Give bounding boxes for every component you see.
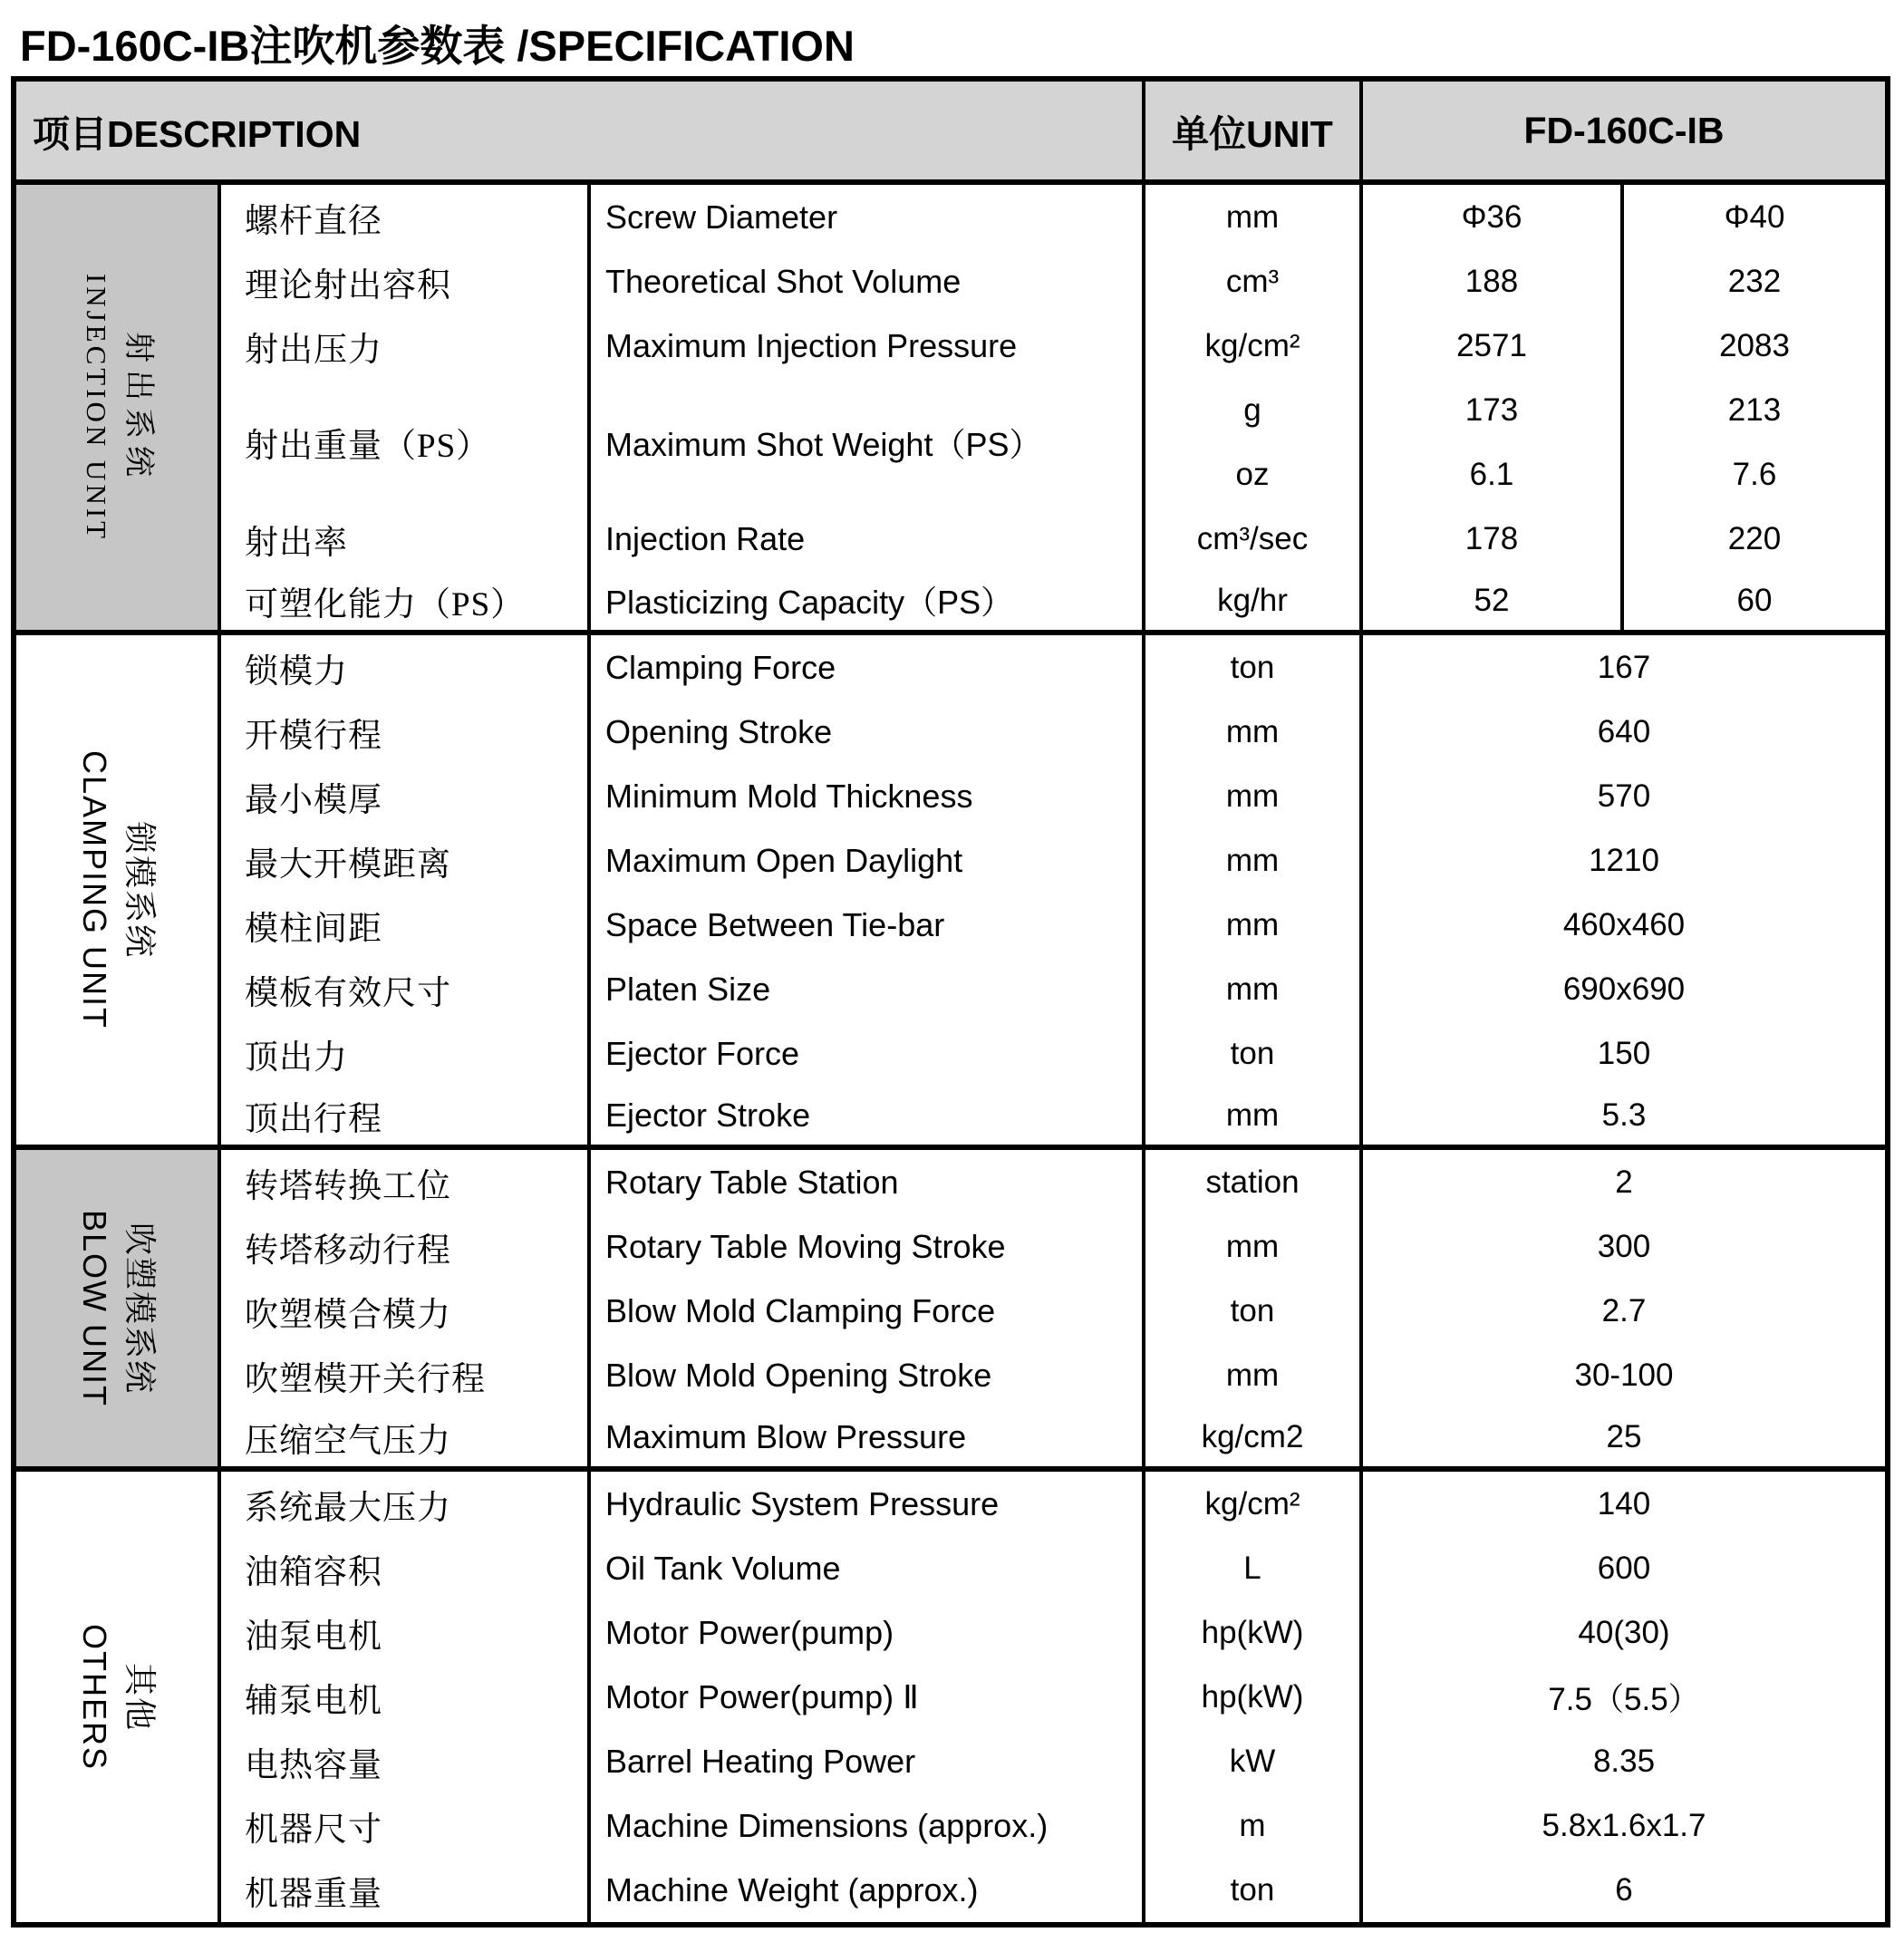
row-label-en: Ejector Force <box>591 1021 1145 1086</box>
row-label-en: Theoretical Shot Volume <box>591 249 1145 314</box>
section-label-injection-text <box>75 273 159 541</box>
row-unit: ton <box>1145 1858 1363 1922</box>
row-value: 300 <box>1597 1228 1651 1264</box>
row-value: 140 <box>1597 1485 1651 1522</box>
row-unit: kg/hr <box>1145 571 1363 635</box>
row-label-cn: 压缩空气压力 <box>221 1407 591 1472</box>
row-label-cn: 可塑化能力（PS） <box>221 571 591 635</box>
row-label-cn: 油箱容积 <box>221 1536 591 1600</box>
row-label-cn: 理论射出容积 <box>221 249 591 314</box>
row-label-en: Maximum Blow Pressure <box>591 1407 1145 1472</box>
row-unit: cm³ <box>1145 249 1363 314</box>
row-value-1: 178 <box>1363 507 1624 571</box>
row-label-cn: 顶出行程 <box>221 1086 591 1150</box>
row-unit: cm³/sec <box>1145 507 1363 571</box>
row-label-en: Machine Weight (approx.) <box>591 1858 1145 1922</box>
row-label-cn: 射出重量（PS） <box>221 378 591 507</box>
row-label-en: Maximum Open Daylight <box>591 828 1145 893</box>
section-label-blow-en: BLOW UNIT <box>75 1209 113 1407</box>
row-label-en: Rotary Table Moving Stroke <box>591 1214 1145 1279</box>
row-value: 2.7 <box>1601 1292 1647 1328</box>
row-value-1: Φ36 <box>1363 185 1624 249</box>
row-label-cn: 吹塑模合模力 <box>221 1279 591 1343</box>
row-label-cn: 模柱间距 <box>221 893 591 957</box>
row-unit: mm <box>1145 1086 1363 1150</box>
row-unit: mm <box>1145 185 1363 249</box>
row-value: 5.3 <box>1363 1086 1885 1150</box>
row-unit: kg/cm² <box>1145 1472 1363 1536</box>
row-unit: station <box>1145 1150 1363 1214</box>
row-unit: ton <box>1145 1279 1363 1343</box>
section-label-injection-en: INJECTION UNIT <box>81 273 112 542</box>
row-value: 1210 <box>1589 842 1659 878</box>
row-value: 167 <box>1597 649 1651 685</box>
row-label-cn: 射出率 <box>221 507 591 571</box>
row-unit: kg/cm² <box>1145 314 1363 378</box>
row-label-en: Rotary Table Station <box>591 1150 1145 1214</box>
row-label-cn: 模板有效尺寸 <box>221 957 591 1021</box>
row-unit: mm <box>1145 1214 1363 1279</box>
row-unit: mm <box>1145 957 1363 1021</box>
row-label-cn: 系统最大压力 <box>221 1472 591 1536</box>
row-value: 690x690 <box>1562 971 1686 1007</box>
row-label-en: Minimum Mold Thickness <box>591 764 1145 828</box>
section-label-blow-cn: 吹塑模系统 <box>121 1222 159 1395</box>
row-label-en: Barrel Heating Power <box>591 1729 1145 1793</box>
row-label-cn: 油泵电机 <box>221 1600 591 1665</box>
row-value: 8.35 <box>1592 1743 1656 1779</box>
row-label-cn: 电热容量 <box>221 1729 591 1793</box>
row-value-2: 60 <box>1624 571 1885 635</box>
row-label-en: Blow Mold Clamping Force <box>591 1279 1145 1343</box>
row-value-1: 188 <box>1363 249 1624 314</box>
row-value: 6 <box>1615 1871 1633 1908</box>
row-label-cn: 顶出力 <box>221 1021 591 1086</box>
row-unit: g <box>1145 378 1363 442</box>
row-unit: ton <box>1145 1021 1363 1086</box>
row-label-cn: 开模行程 <box>221 700 591 764</box>
row-value: 30-100 <box>1574 1357 1674 1393</box>
row-label-en: Space Between Tie-bar <box>591 893 1145 957</box>
section-label-clamping <box>16 635 221 1150</box>
row-label-en: Hydraulic System Pressure <box>591 1472 1145 1536</box>
row-value-2: 213 <box>1727 391 1782 428</box>
row-value-1: 173 <box>1363 378 1624 442</box>
row-label-en: Maximum Shot Weight（PS） <box>591 378 1145 507</box>
row-unit: mm <box>1145 1343 1363 1407</box>
row-value-2: 220 <box>1727 520 1782 556</box>
row-value-2: 232 <box>1727 263 1782 299</box>
row-unit: mm <box>1145 764 1363 828</box>
row-value: 40(30) <box>1578 1614 1670 1650</box>
section-label-others-text <box>72 1623 162 1770</box>
section-label-blow <box>16 1150 221 1472</box>
row-value-1: 52 <box>1363 571 1624 635</box>
row-label-cn: 最小模厚 <box>221 764 591 828</box>
row-label-en: Plasticizing Capacity（PS） <box>591 571 1145 635</box>
row-label-cn: 机器尺寸 <box>221 1793 591 1858</box>
row-value-2: 2083 <box>1719 327 1790 363</box>
row-value: 25 <box>1363 1407 1885 1472</box>
row-label-cn: 锁模力 <box>221 635 591 700</box>
row-unit: L <box>1145 1536 1363 1600</box>
row-label-en: Motor Power(pump) Ⅱ <box>591 1665 1145 1729</box>
row-label-en: Motor Power(pump) <box>591 1600 1145 1665</box>
row-label-en: Machine Dimensions (approx.) <box>591 1793 1145 1858</box>
row-unit: kW <box>1145 1729 1363 1793</box>
section-label-clamping-text <box>72 750 162 1029</box>
row-label-en: Opening Stroke <box>591 700 1145 764</box>
row-label-en: Injection Rate <box>591 507 1145 571</box>
section-label-others-en: OTHERS <box>75 1623 113 1771</box>
row-unit: mm <box>1145 828 1363 893</box>
row-label-cn: 辅泵电机 <box>221 1665 591 1729</box>
row-value: 570 <box>1597 778 1651 814</box>
row-label-cn: 螺杆直径 <box>221 185 591 249</box>
row-label-cn: 射出压力 <box>221 314 591 378</box>
section-label-others <box>16 1472 221 1922</box>
section-label-injection <box>16 185 221 635</box>
row-label-cn: 吹塑模开关行程 <box>221 1343 591 1407</box>
row-value: 5.8x1.6x1.7 <box>1542 1807 1706 1843</box>
section-label-clamping-cn: 锁模系统 <box>121 820 159 959</box>
section-label-others-cn: 其他 <box>121 1662 159 1732</box>
row-value-1: 2571 <box>1363 314 1624 378</box>
row-value: 150 <box>1597 1035 1651 1071</box>
row-value: 2 <box>1615 1164 1633 1200</box>
row-unit: kg/cm2 <box>1145 1407 1363 1472</box>
row-unit: m <box>1145 1793 1363 1858</box>
row-label-cn: 转塔移动行程 <box>221 1214 591 1279</box>
row-label-en: Blow Mold Opening Stroke <box>591 1343 1145 1407</box>
row-label-en: Clamping Force <box>591 635 1145 700</box>
row-label-en: Screw Diameter <box>591 185 1145 249</box>
page-title: FD-160C-IB注吹机参数表 /SPECIFICATION <box>20 22 855 70</box>
row-value-2: Φ40 <box>1724 198 1785 235</box>
specification-table <box>11 76 1890 1928</box>
section-label-clamping-en: CLAMPING UNIT <box>76 749 113 1030</box>
row-label-en: Maximum Injection Pressure <box>591 314 1145 378</box>
row-label-en: Platen Size <box>591 957 1145 1021</box>
row-label-en: Oil Tank Volume <box>591 1536 1145 1600</box>
row-unit: mm <box>1145 893 1363 957</box>
section-label-blow-text <box>72 1209 162 1406</box>
row-label-cn: 机器重量 <box>221 1858 591 1922</box>
section-label-injection-cn: 射出系统 <box>121 331 155 484</box>
row-label-en: Ejector Stroke <box>591 1086 1145 1150</box>
row-unit: mm <box>1145 700 1363 764</box>
row-unit: oz <box>1145 442 1363 507</box>
row-value: 460x460 <box>1562 906 1686 942</box>
row-unit: hp(kW) <box>1145 1600 1363 1665</box>
row-unit: hp(kW) <box>1145 1665 1363 1729</box>
row-label-cn: 转塔转换工位 <box>221 1150 591 1214</box>
row-label-cn: 最大开模距离 <box>221 828 591 893</box>
header-model: FD-160C-IB <box>1363 82 1885 185</box>
row-value-1: 6.1 <box>1363 442 1624 507</box>
row-unit: ton <box>1145 635 1363 700</box>
row-value: 600 <box>1597 1550 1651 1586</box>
row-value-2: 7.6 <box>1732 456 1777 492</box>
row-value: 7.5（5.5） <box>1548 1681 1700 1717</box>
header-unit: 单位UNIT <box>1145 82 1363 185</box>
row-value: 640 <box>1597 713 1651 749</box>
header-description: 项目DESCRIPTION <box>16 82 1145 185</box>
